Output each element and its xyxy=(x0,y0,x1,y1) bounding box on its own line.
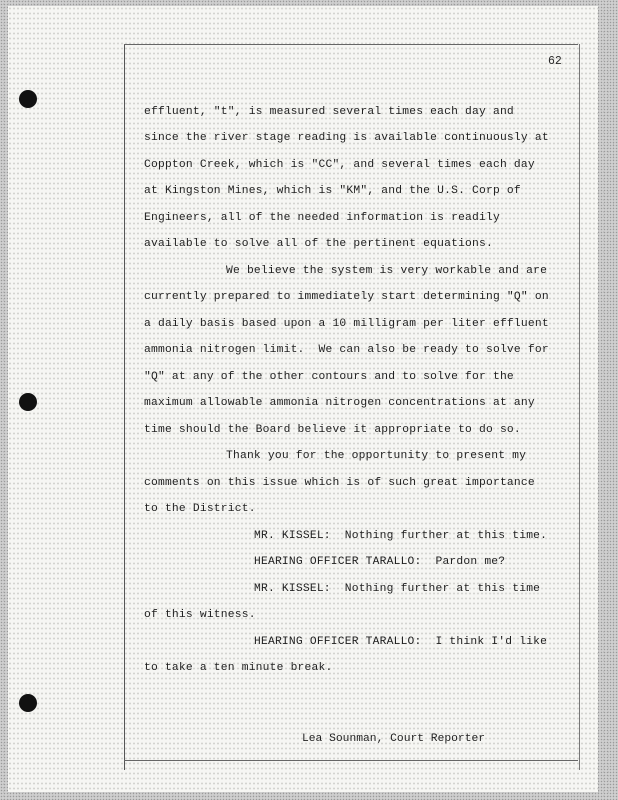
transcript-line: of this witness. xyxy=(144,609,256,621)
transcript-line: We believe the system is very workable and are xyxy=(226,265,548,277)
transcript-line: to take a ten minute break. xyxy=(144,662,333,674)
binder-hole-top xyxy=(19,90,37,108)
transcript-line: MR. KISSEL: Nothing further at this time xyxy=(254,583,541,595)
transcript-line: a daily basis based upon a 10 milligram per liter effluent xyxy=(144,318,549,330)
transcript-line: Thank you for the opportunity to present my xyxy=(226,450,527,462)
transcript-line: effluent, "t", is measured several times each day and xyxy=(144,106,514,118)
transcript-line: time should the Board believe it appropriate to do so. xyxy=(144,424,521,436)
transcript-line: Coppton Creek, which is "CC", and several times each day xyxy=(144,159,535,171)
frame-bottom-rule xyxy=(124,760,578,761)
transcript-line: at Kingston Mines, which is "KM", and the U.S. Corp of xyxy=(144,185,521,197)
court-reporter-footer: Lea Sounman, Court Reporter xyxy=(302,733,486,745)
transcript-line: maximum allowable ammonia nitrogen concentrations at any xyxy=(144,397,535,409)
binder-hole-middle xyxy=(19,393,37,411)
transcript-line: ammonia nitrogen limit. We can also be ready to solve for xyxy=(144,344,549,356)
transcript-line: currently prepared to immediately start determining "Q" on xyxy=(144,291,549,303)
transcript-line: Engineers, all of the needed information is readily xyxy=(144,212,500,224)
transcript-line: MR. KISSEL: Nothing further at this time. xyxy=(254,530,548,542)
frame-top-rule xyxy=(124,44,578,45)
transcript-line: HEARING OFFICER TARALLO: I think I'd like xyxy=(254,636,548,648)
binder-hole-bottom xyxy=(19,694,37,712)
transcript-line: to the District. xyxy=(144,503,256,515)
page-number: 62 xyxy=(548,55,562,68)
transcript-line: comments on this issue which is of such great importance xyxy=(144,477,535,489)
transcript-line: since the river stage reading is available continuously at xyxy=(144,132,549,144)
transcript-line: available to solve all of the pertinent equations. xyxy=(144,238,493,250)
transcript-line: HEARING OFFICER TARALLO: Pardon me? xyxy=(254,556,506,568)
transcript-line: "Q" at any of the other contours and to solve for the xyxy=(144,371,514,383)
